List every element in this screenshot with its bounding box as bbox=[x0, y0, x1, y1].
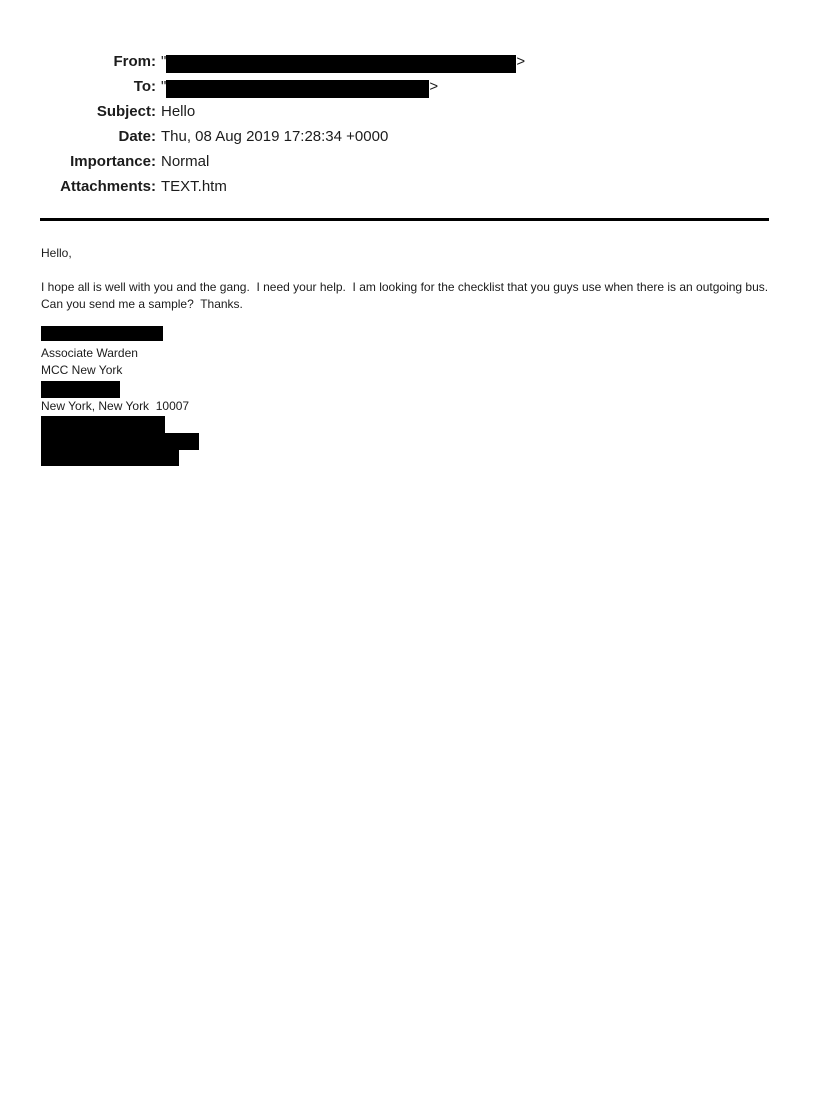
redacted-street-address bbox=[41, 381, 120, 398]
to-value bbox=[161, 74, 438, 99]
signature-organization: MCC New York bbox=[41, 363, 123, 377]
redacted-contact-line-3 bbox=[41, 450, 179, 466]
from-angle-bracket: > bbox=[516, 53, 526, 70]
to-quote: " bbox=[161, 78, 167, 95]
signature-title: Associate Warden bbox=[41, 346, 138, 360]
header-body-divider bbox=[40, 218, 769, 221]
to-label: To: bbox=[133, 78, 156, 95]
date-label: Date: bbox=[118, 128, 156, 145]
header-row-from bbox=[40, 49, 816, 74]
importance-value: Normal bbox=[161, 153, 210, 170]
signature-block bbox=[41, 326, 816, 466]
body-paragraph: I hope all is well with you and the gang. I need your help. I am looking for the checklist that you guys use when there is an outgoing bus. Can you send me a sample? Thanks. bbox=[41, 280, 775, 311]
subject-value: Hello bbox=[161, 103, 196, 120]
header-row-attachments bbox=[40, 174, 816, 199]
greeting-text: Hello, bbox=[41, 246, 72, 260]
redacted-contact-line-1 bbox=[41, 416, 165, 433]
header-row-to bbox=[40, 74, 816, 99]
email-body bbox=[41, 245, 775, 313]
date-value: Thu, 08 Aug 2019 17:28:34 +0000 bbox=[161, 128, 389, 145]
email-header bbox=[40, 49, 816, 199]
to-angle-bracket: > bbox=[429, 78, 439, 95]
from-label: From: bbox=[113, 53, 156, 70]
redacted-to-address bbox=[166, 80, 429, 98]
attachment-filename: TEXT.htm bbox=[161, 178, 227, 195]
from-quote: " bbox=[161, 53, 167, 70]
header-row-subject bbox=[40, 99, 816, 124]
from-value bbox=[161, 49, 525, 74]
redacted-contact-line-2 bbox=[41, 433, 199, 450]
redacted-from-address bbox=[166, 55, 516, 73]
header-row-date bbox=[40, 124, 816, 149]
attachments-label: Attachments: bbox=[60, 178, 156, 195]
subject-label: Subject: bbox=[96, 103, 156, 120]
header-row-importance bbox=[40, 149, 816, 174]
signature-city-line: New York, New York 10007 bbox=[41, 399, 190, 413]
importance-label: Importance: bbox=[70, 153, 156, 170]
redacted-sender-name bbox=[41, 326, 163, 341]
printed-email-page bbox=[0, 49, 816, 466]
